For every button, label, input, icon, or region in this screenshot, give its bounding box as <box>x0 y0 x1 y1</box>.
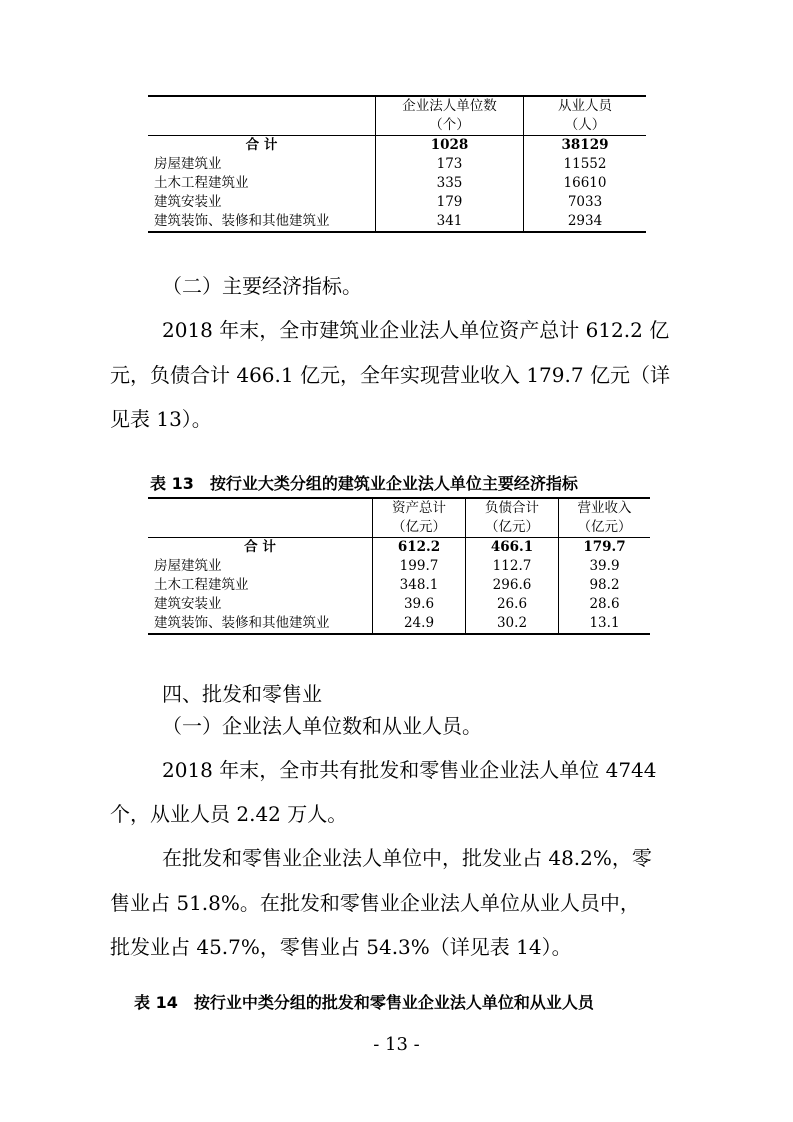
cell-value: 39.6 <box>373 595 466 614</box>
row-label: 土木工程建筑业 <box>154 175 249 191</box>
table-14-caption: 表 14 按行业中类分组的批发和零售业企业法人单位和从业人员 <box>134 993 594 1012</box>
header-revenue: 营业收入 <box>577 500 632 516</box>
table-row <box>148 193 646 212</box>
subsection-heading: （一）企业法人单位数和从业人员。 <box>162 714 482 738</box>
table-row <box>148 576 650 595</box>
cell-value: 39.9 <box>559 557 651 576</box>
cell-value: 612.2 <box>373 538 466 558</box>
cell-value: 13.1 <box>559 614 651 634</box>
paragraph-line: 售业占 51.8%。在批发和零售业企业法人单位从业人员中， <box>110 891 640 915</box>
page-number: - 13 - <box>373 1034 420 1055</box>
cell-value: 335 <box>376 174 524 193</box>
cell-value: 38129 <box>524 136 647 156</box>
row-label: 房屋建筑业 <box>154 156 222 172</box>
cell-value: 28.6 <box>559 595 651 614</box>
row-label: 房屋建筑业 <box>154 558 222 574</box>
cell-value: 7033 <box>524 193 647 212</box>
table-header-row <box>148 498 650 538</box>
table-row <box>148 212 646 232</box>
header-revenue-unit: （亿元） <box>577 519 632 535</box>
row-label: 土木工程建筑业 <box>154 577 249 593</box>
cell-value: 16610 <box>524 174 647 193</box>
row-label: 建筑装饰、装修和其他建筑业 <box>148 614 373 634</box>
paragraph-line: 2018 年末，全市共有批发和零售业企业法人单位 4744 <box>162 758 657 782</box>
cell-value: 98.2 <box>559 576 651 595</box>
cell-value: 173 <box>376 155 524 174</box>
table-header-row <box>148 96 646 136</box>
paragraph-line: 个，从业人员 2.42 万人。 <box>110 802 348 826</box>
table-row <box>148 595 650 614</box>
cell-value: 348.1 <box>373 576 466 595</box>
row-label: 建筑装饰、装修和其他建筑业 <box>148 212 376 232</box>
row-label: 合 计 <box>148 136 376 156</box>
row-label: 建筑安装业 <box>154 596 222 612</box>
header-units-count-unit: （个） <box>429 117 470 133</box>
cell-value: 26.6 <box>466 595 559 614</box>
cell-value: 341 <box>376 212 524 232</box>
table-row <box>148 155 646 174</box>
cell-value: 30.2 <box>466 614 559 634</box>
cell-value: 179 <box>376 193 524 212</box>
table-row <box>148 614 650 634</box>
section-heading: 四、批发和零售业 <box>162 682 322 706</box>
header-total-assets-unit: （亿元） <box>392 519 446 535</box>
cell-value: 199.7 <box>373 557 466 576</box>
row-label: 建筑安装业 <box>154 194 222 210</box>
table-row <box>148 174 646 193</box>
table-12 <box>148 95 646 233</box>
paragraph-line: 批发业占 45.7%，零售业占 54.3%（详见表 14）。 <box>110 935 572 959</box>
table-row <box>148 557 650 576</box>
table-row <box>148 136 646 156</box>
paragraph-line: 2018 年末，全市建筑业企业法人单位资产总计 612.2 亿 <box>162 318 670 342</box>
header-employees: 从业人员 <box>558 98 612 114</box>
cell-value: 179.7 <box>559 538 651 558</box>
row-label: 合 计 <box>148 538 373 558</box>
table-row <box>148 538 650 558</box>
header-total-liabilities: 负债合计 <box>485 500 539 516</box>
table-13-caption: 表 13 按行业大类分组的建筑业企业法人单位主要经济指标 <box>150 474 578 493</box>
cell-value: 2934 <box>524 212 647 232</box>
paragraph-line: 在批发和零售业企业法人单位中，批发业占 48.2%，零 <box>162 846 652 870</box>
paragraph-line: 见表 13）。 <box>110 407 212 431</box>
subsection-heading: （二）主要经济指标。 <box>162 274 362 298</box>
header-employees-unit: （人） <box>564 117 606 133</box>
header-units-count: 企业法人单位数 <box>402 98 497 114</box>
table-13 <box>148 497 650 635</box>
cell-value: 296.6 <box>466 576 559 595</box>
paragraph-line: 元，负债合计 466.1 亿元，全年实现营业收入 179.7 亿元（详 <box>110 363 670 387</box>
cell-value: 24.9 <box>373 614 466 634</box>
header-total-liabilities-unit: （亿元） <box>485 519 539 535</box>
cell-value: 466.1 <box>466 538 559 558</box>
cell-value: 11552 <box>524 155 647 174</box>
cell-value: 112.7 <box>466 557 559 576</box>
header-total-assets: 资产总计 <box>392 500 446 516</box>
cell-value: 1028 <box>376 136 524 156</box>
